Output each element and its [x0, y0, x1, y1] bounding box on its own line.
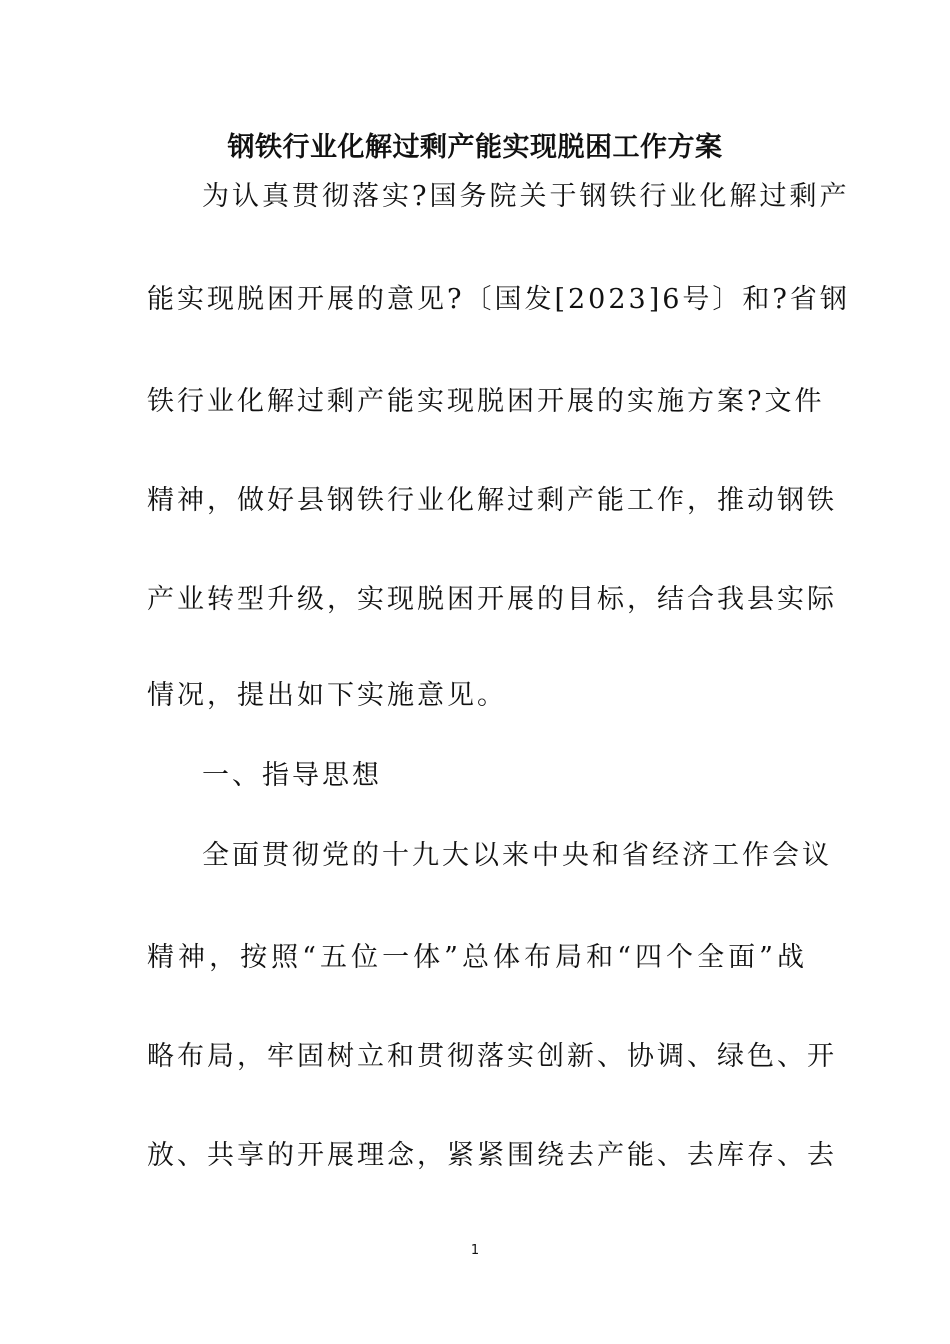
- paragraph-line: 全面贯彻党的十九大以来中央和省经济工作会议: [202, 840, 832, 871]
- paragraph-line: 产业转型升级，实现脱困开展的目标，结合我县实际: [147, 584, 837, 615]
- paragraph-line: 铁行业化解过剩产能实现脱困开展的实施方案?文件: [147, 386, 825, 417]
- document-title: 钢铁行业化解过剩产能实现脱困工作方案: [227, 132, 723, 163]
- paragraph-line: 略布局，牢固树立和贯彻落实创新、协调、绿色、开: [147, 1041, 837, 1072]
- paragraph-line: 精神，做好县钢铁行业化解过剩产能工作，推动钢铁: [147, 485, 837, 516]
- paragraph-line: 为认真贯彻落实?国务院关于钢铁行业化解过剩产: [202, 181, 850, 212]
- paragraph-line: 能实现脱困开展的意见?〔国发[2023]6号〕和?省钢: [147, 284, 850, 315]
- paragraph-line: 精神，按照“五位一体”总体布局和“四个全面”战: [147, 942, 807, 973]
- page-number: 1: [470, 1243, 480, 1258]
- section-heading: 一、指导思想: [202, 760, 382, 791]
- paragraph-line: 情况，提出如下实施意见。: [147, 680, 507, 711]
- paragraph-line: 放、共享的开展理念，紧紧围绕去产能、去库存、去: [147, 1140, 837, 1171]
